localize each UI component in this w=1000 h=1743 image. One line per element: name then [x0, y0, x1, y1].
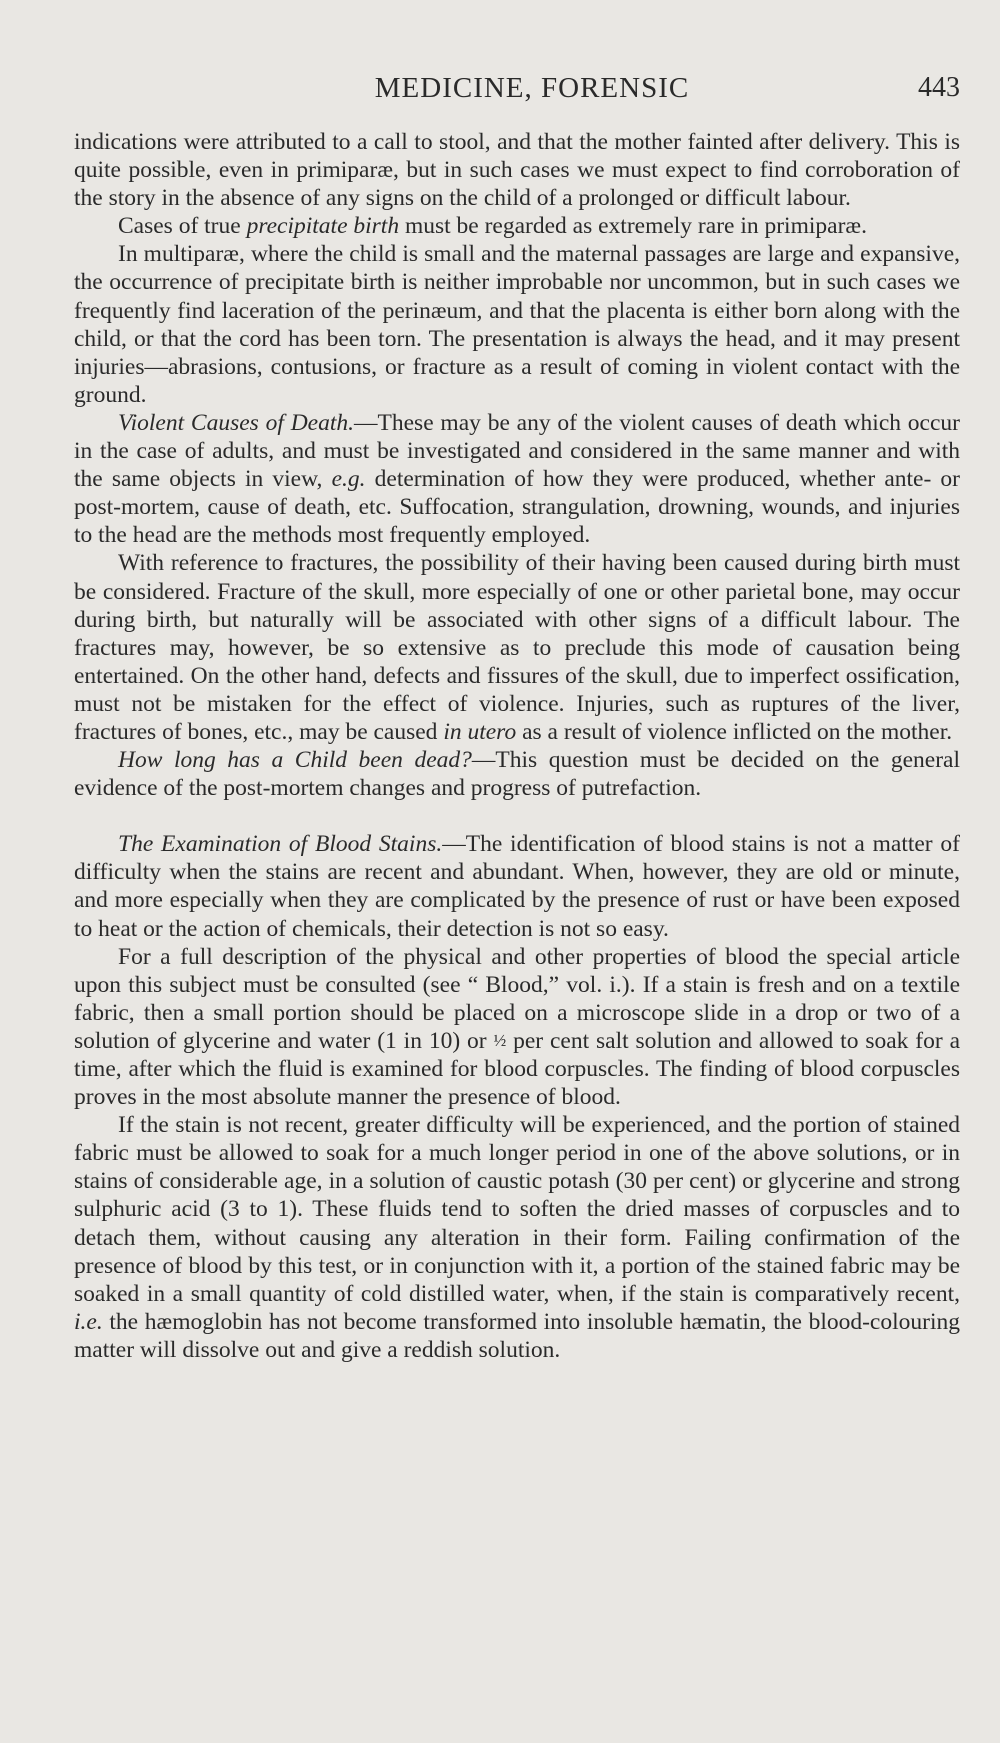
paragraph-text: must be regarded as extremely rare in primiparæ. — [399, 213, 867, 240]
paragraph-text: For a full description of the physical and other properties of blood the special article upon this subject must be consulted (see “ Blood,” vol. i.). If a stain is fresh and on a textile fabric, then a small portion should be placed on a microscope slide in a drop or two of a solution of glycerine and water (1 in 10) or — [74, 943, 960, 1054]
section-heading: The Examination of Blood Stains. — [118, 831, 443, 858]
paragraph-text: With reference to fractures, the possibility of their having been caused during birth must be considered. Fracture of the skull, more especially of one or other parietal bone, may occur during birth, but naturally will be associated with other signs of a difficult labour. The fractures may, however, be so extensive as to preclude this mode of causation being entertained. On the other hand, defects and fissures of the skull, due to imperfect ossification, must not be mistaken for the effect of violence. Injuries, such as ruptures of the liver, fractures of bones, etc., may be caused — [74, 550, 960, 745]
section-heading: Violent Causes of Death. — [118, 409, 355, 436]
paragraph-fractures — [74, 549, 960, 746]
italic-term: i.e. — [74, 1308, 103, 1335]
section-heading: How long has a Child been dead? — [118, 747, 472, 774]
page-number: 443 — [918, 72, 960, 103]
paragraph-precipitate-birth — [74, 212, 960, 240]
paragraph-text: —The identification of blood stains is not a matter of difficulty when the stains are recent and abundant. When, however, they are old or minute, and more especially when they are complicated by the presence of rust or have been exposed to heat or the action of chemicals, their detection is not so easy. — [74, 831, 960, 942]
paragraph-text: Cases of true — [118, 213, 247, 240]
body-text — [74, 128, 960, 1364]
paragraph-not-recent — [74, 1111, 960, 1364]
italic-term: in utero — [443, 718, 517, 745]
italic-term: e.g. — [331, 466, 366, 493]
paragraph-text: —This question must be decided on the general evidence of the post-mortem changes and progress of putrefaction. — [74, 747, 960, 802]
paragraph-how-long-dead — [74, 746, 960, 802]
paragraph-text: as a result of violence inflicted on the mother. — [516, 718, 953, 745]
paragraph-text: If the stain is not recent, greater difficulty will be experienced, and the portion of stained fabric must be allowed to soak for a much longer period in one of the above solutions, or in stains of considerable age, in a solution of caustic potash (30 per cent) or glycerine and strong sulphuric acid (3 to 1). These fluids tend to soften the dried masses of corpuscles and to detach them, without causing any alteration in their form. Failing confirmation of the presence of blood by this test, or in conjunction with it, a portion of the stained fabric may be soaked in a small quantity of cold distilled water, when, if the stain is comparatively recent, — [74, 1112, 960, 1307]
paragraph-multiparae — [74, 240, 960, 409]
paragraph-text: determination of how they were produced, whether ante- or post-mortem, cause of death, etc. Suffocation, strangulation, drowning, wounds, and injuries to the head are the methods most frequently employed. — [74, 466, 960, 549]
section-break — [74, 802, 960, 830]
italic-term: precipitate birth — [246, 213, 400, 240]
paragraph-text: indications were attributed to a call to stool, and that the mother fainted after delivery. This is quite possible, even in primiparæ, but in such cases we must expect to find corroboration of the story in the absence of any signs on the child of a prolonged or difficult labour. — [74, 129, 960, 212]
paragraph-text: In multiparæ, where the child is small and the maternal passages are large and expansive, the occurrence of precipitate birth is neither improbable nor uncommon, but in such cases we frequently find laceration of the perinæum, and that the placenta is either born along with the child, or that the cord has been torn. The presentation is always the head, and it may present injuries—abrasions, contusions, or fracture as a result of coming in violent contact with the ground. — [74, 241, 960, 408]
paragraph-continuation — [74, 128, 960, 212]
page-title: MEDICINE, FORENSIC — [374, 72, 690, 104]
paragraph-full-description — [74, 943, 960, 1112]
paragraph-violent-causes — [74, 409, 960, 549]
fraction: ½ — [493, 1030, 507, 1050]
paragraph-text: the hæmoglobin has not become transformed into insoluble hæmatin, the blood-colouring matter will dissolve out and give a reddish solution. — [74, 1308, 960, 1363]
paragraph-text: per cent salt solution and allowed to soak for a time, after which the fluid is examined for blood corpuscles. The finding of blood corpuscles proves in the most absolute manner the presence of blood. — [74, 1027, 960, 1111]
running-head — [74, 68, 960, 108]
paragraph-text: —These may be any of the violent causes of death which occur in the case of adults, and must be investigated and considered in the same manner and with the same objects in view, — [74, 409, 960, 493]
paragraph-blood-stains — [74, 830, 960, 942]
